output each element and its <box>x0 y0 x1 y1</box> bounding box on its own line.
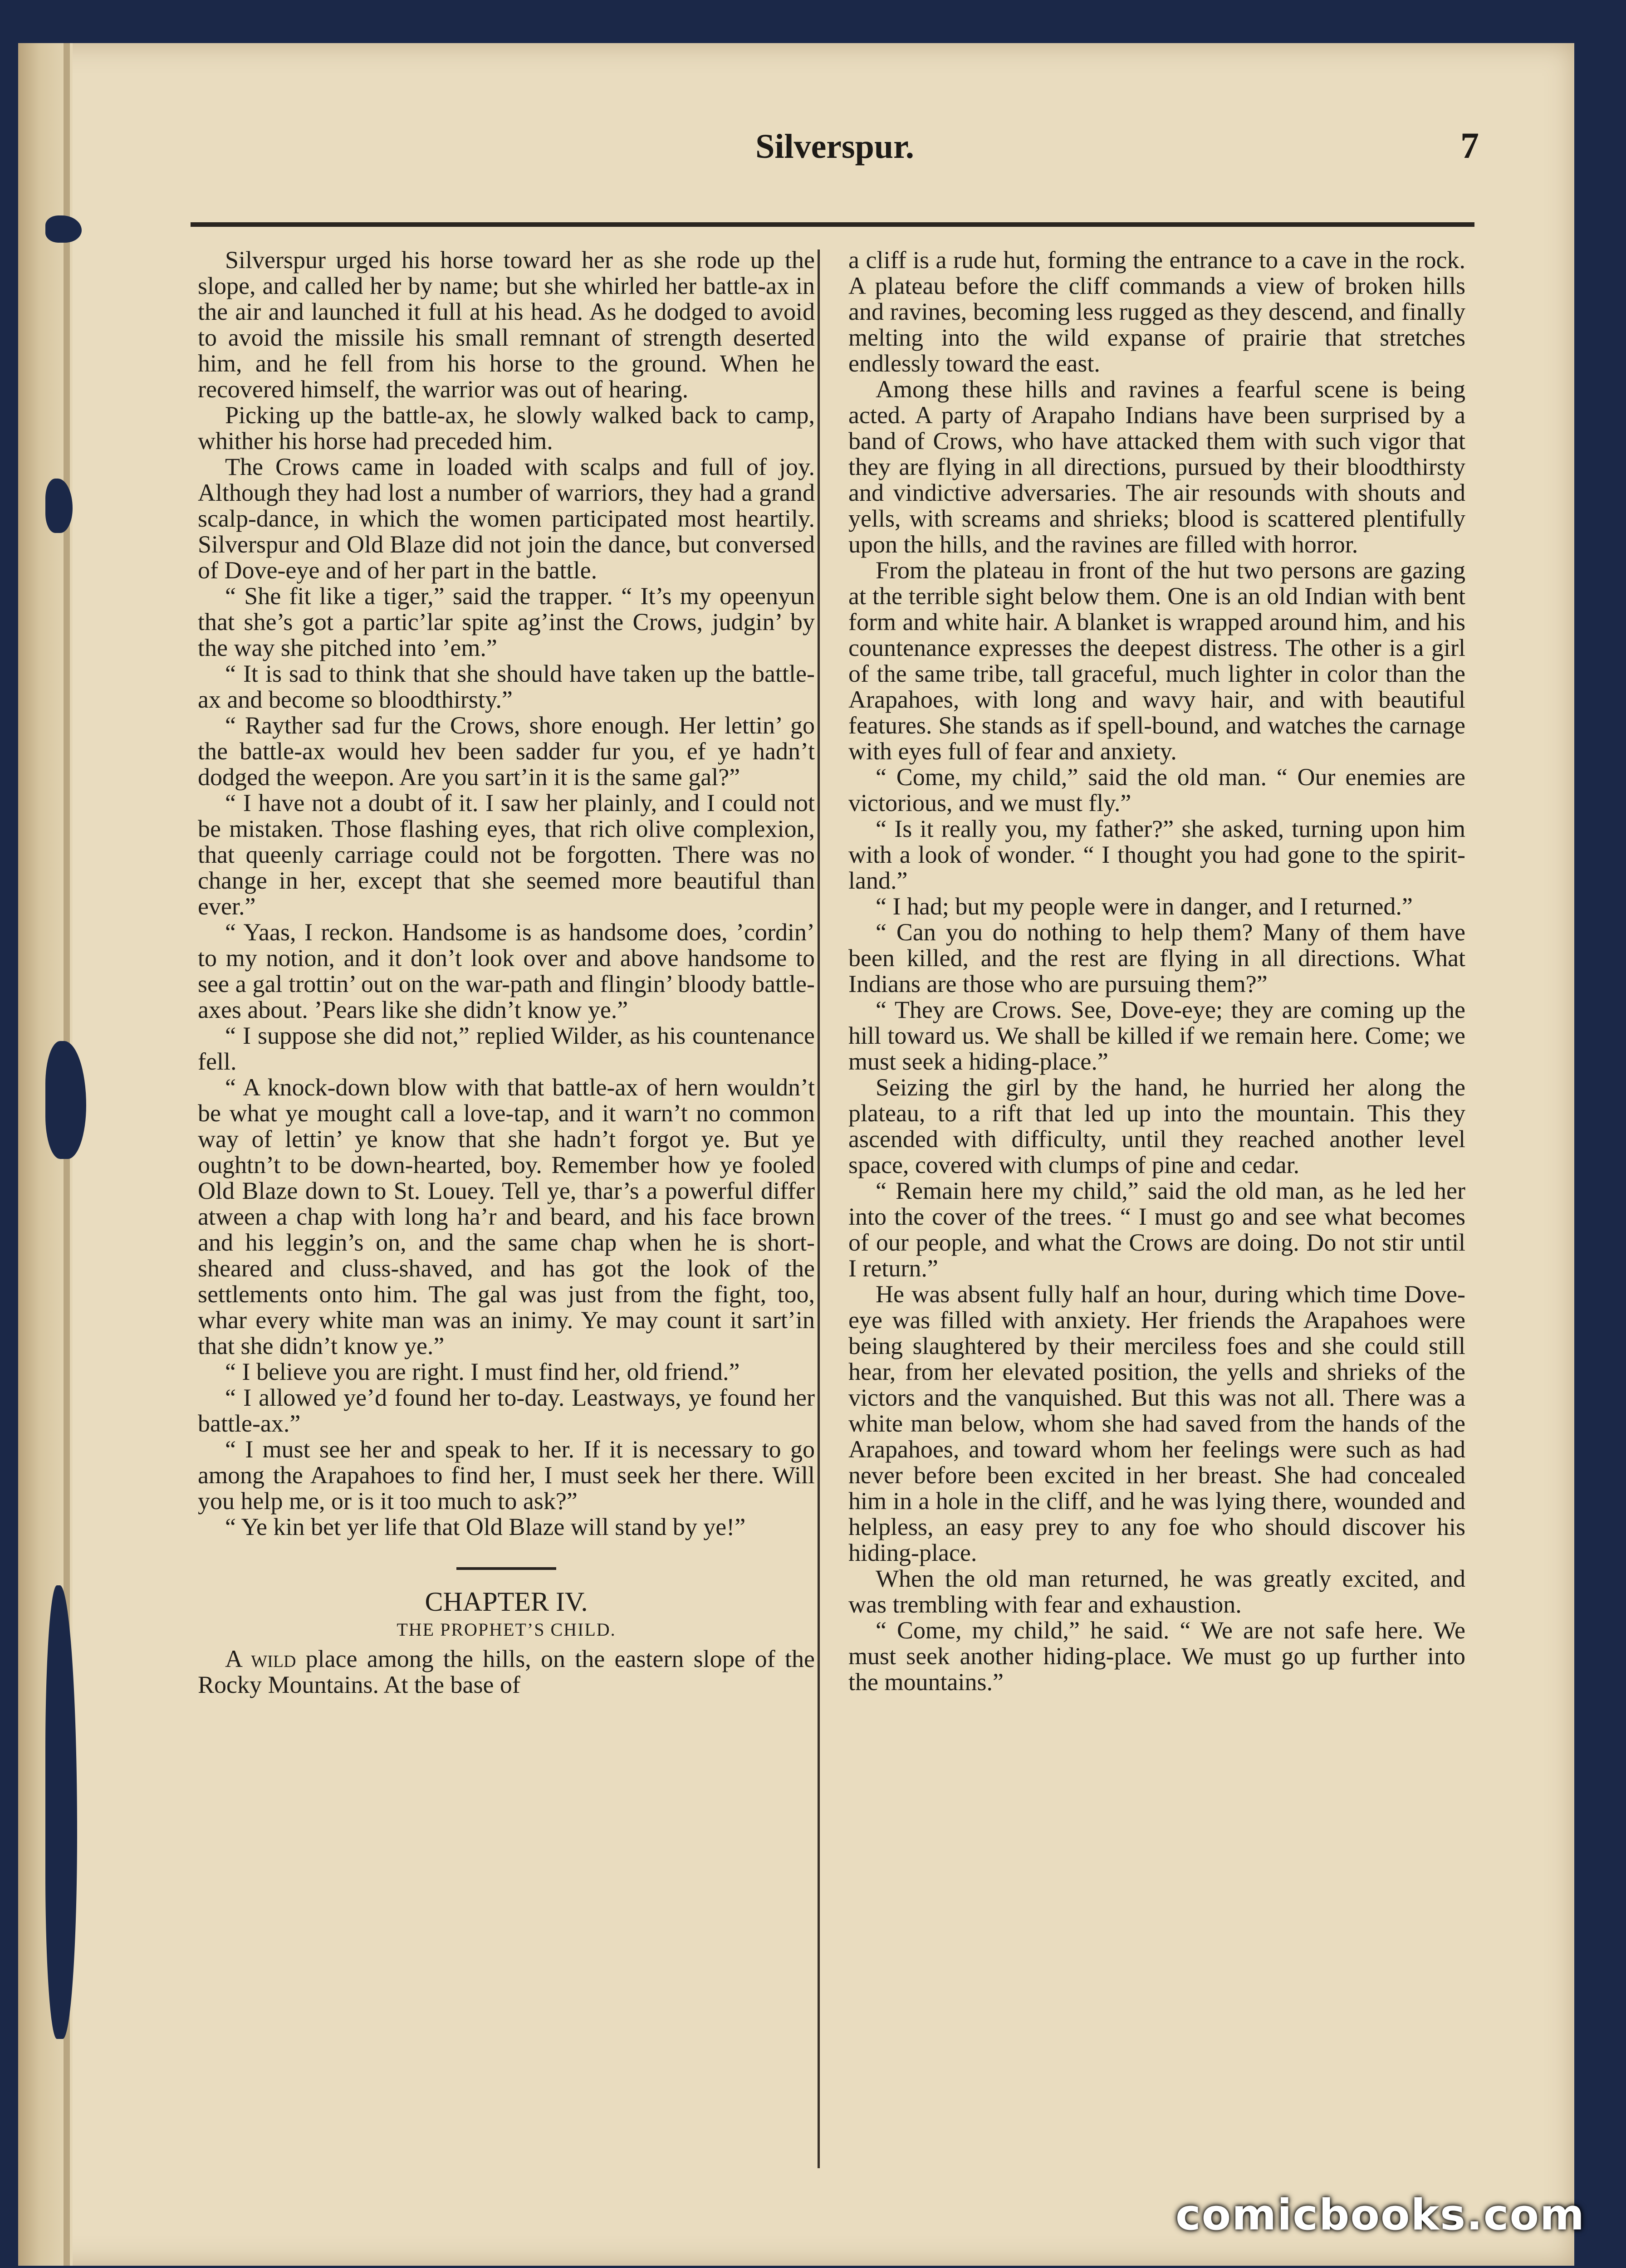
chapter-subtitle: THE PROPHET’S CHILD. <box>397 1619 616 1640</box>
paragraph: a cliff is a rude hut, forming the entrance to a cave in the rock. A plateau before the cliff commands a view of broken hills and ravines, becoming less rugged as they descend, and finally melting into the wild expanse of prairie that stretches endlessly toward the east. <box>848 246 1465 377</box>
chapter-rule <box>456 1567 556 1570</box>
chapter-title: CHAPTER IV. <box>425 1587 588 1617</box>
paragraph: “ Come, my child,” said the old man. “ Our enemies are victorious, and we must fly.” <box>848 763 1465 816</box>
header-rule <box>191 222 1474 227</box>
chapter-opening-word: A wild <box>225 1645 296 1672</box>
paragraph: “ Can you do nothing to help them? Many of them have been killed, and the rest are flying in all directions. What Indians are those who are pursuing them?” <box>848 919 1465 997</box>
page-number: 7 <box>1460 125 1479 166</box>
paragraph: “ She fit like a tiger,” said the trapper. “ It’s my opeenyun that she’s got a partic’lar spite ag’inst the Crows, judgin’ by the way she pitched into ’em.” <box>198 582 815 661</box>
paragraph: “ I must see her and speak to her. If it is necessary to go among the Arapahoes to find her, I must seek her there. Will you help me, or is it too much to ask?” <box>198 1436 815 1515</box>
column-divider <box>818 249 820 2168</box>
paragraph: Among these hills and ravines a fearful scene is being acted. A party of Arapaho Indians have been surprised by a band of Crows, who have attacked them with such vigor that they are flying in all directions, pursued by their bloodthirsty and vindictive adversaries. The air resounds with shouts and yells, with screams and shrieks; blood is scattered plentifully upon the hills, and the ravines are filled with horror. <box>848 376 1465 558</box>
paragraph: “ Rayther sad fur the Crows, shore enough. Her lettin’ go the battle-ax would hev been sadder fur you, ef ye hadn’t dodged the weepon. Are you sart’in it is the same gal?” <box>198 712 815 791</box>
paragraph: Picking up the battle-ax, he slowly walked back to camp, whither his horse had preceded him. <box>198 401 815 455</box>
paragraph: Silverspur urged his horse toward her as she rode up the slope, and called her by name; but she whirled her battle-ax in the air and launched it full at his head. As he dodged to avoid to avoid the missile his small remnant of strength deserted him, and he fell from his horse to the ground. When he recovered himself, the warrior was out of hearing. <box>198 246 815 403</box>
watermark: comicbooks.com <box>1175 2190 1585 2240</box>
paragraph: “ I have not a doubt of it. I saw her plainly, and I could not be mistaken. Those flashing eyes, that rich olive complexion, that queenly carriage could not be forgotten. There was no change in her, except that she seemed more beautiful than ever.” <box>198 789 815 920</box>
chapter-opening-text: place among the hills, on the eastern slope of the Rocky Mountains. At the base of <box>198 1645 815 1698</box>
paragraph: Seizing the girl by the hand, he hurried her along the plateau, to a rift that led up into the mountain. This they ascended with difficulty, until they reached another level space, covered with clumps of pine and cedar. <box>848 1074 1465 1178</box>
paragraph: “ I suppose she did not,” replied Wilder, as his countenance fell. <box>198 1022 815 1075</box>
paragraph: “ I believe you are right. I must find her, old friend.” <box>225 1358 740 1385</box>
paragraph: The Crows came in loaded with scalps and full of joy. Although they had lost a number of warriors, they had a grand scalp-dance, in which the women participated most heartily. Silverspur and Old Blaze did not join the dance, but conversed of Dove-eye and of her part in the battle. <box>198 453 815 584</box>
paragraph: “ Is it really you, my father?” she asked, turning upon him with a look of wonder. “ I thought you had gone to the spirit-land.” <box>848 815 1465 894</box>
paragraph: “ Yaas, I reckon. Handsome is as handsome does, ’cordin’ to my notion, and it don’t look over and above handsome to see a gal trottin’ out on the war-path and flingin’ bloody battle-axes about. ’Pears like she didn’t know ye.” <box>198 919 815 1023</box>
left-column <box>198 247 815 1698</box>
right-column <box>848 247 1465 1695</box>
torn-edge-mark <box>45 1041 86 1159</box>
paragraph: “ I had; but my people were in danger, and I returned.” <box>876 893 1413 920</box>
running-title: Silverspur. <box>755 127 914 166</box>
paragraph: He was absent fully half an hour, during which time Dove-eye was filled with anxiety. Her friends the Arapahoes were being slaughtered by their merciless foes and she could still hear, from her elevated position, the yells and shrieks of the victors and the vanquished. But this was not all. There was a white man below, whom she had saved from the hands of the Arapahoes, and toward whom her feelings were such as had never before been excited in her breast. She had concealed him in a hole in the cliff, and he was lying there, wounded and helpless, an easy prey to any foe who should discover his hiding-place. <box>848 1281 1465 1566</box>
paragraph: “ Come, my child,” he said. “ We are not safe here. We must seek another hiding-place. We must go up further into the mountains.” <box>848 1617 1465 1696</box>
torn-edge-mark <box>45 215 82 243</box>
paragraph: “ They are Crows. See, Dove-eye; they are coming up the hill toward us. We shall be killed if we remain here. Come; we must seek a hiding-place.” <box>848 996 1465 1075</box>
page-header <box>191 113 1479 177</box>
paragraph: “ Ye kin bet yer life that Old Blaze will stand by ye!” <box>225 1513 746 1540</box>
chapter-opening-paragraph <box>198 1646 815 1698</box>
paragraph: “ I allowed ye’d found her to-day. Leastways, ye found her battle-ax.” <box>198 1384 815 1437</box>
paragraph: “ A knock-down blow with that battle-ax of hern wouldn’t be what ye mought call a love-tap, and it warn’t no common way of lettin’ ye know that she hadn’t forgot ye. But ye oughtn’t to be down-hearted, boy. Remember how ye fooled Old Blaze down to St. Louey. Tell ye, thar’s a powerful differ atween a chap with long ha’r and beard, and his face brown and his leggin’s on, and the same chap when he is short-sheared and cluss-shaved, and has got the look of the settlements onto him. The gal was just from the fight, too, whar every white man was an inimy. Ye may count it sart’in that she didn’t know ye.” <box>198 1074 815 1359</box>
paragraph: “ It is sad to think that she should have taken up the battle-ax and become so bloodthirsty.” <box>198 660 815 713</box>
paragraph: “ Remain here my child,” said the old man, as he led her into the cover of the trees. “ I must go and see what becomes of our people, and what the Crows are doing. Do not stir until I return.” <box>848 1177 1465 1282</box>
paragraph: From the plateau in front of the hut two persons are gazing at the terrible sight below them. One is an old Indian with bent form and white hair. A blanket is wrapped around him, and his countenance expresses the deepest distress. The other is a girl of the same tribe, tall graceful, much lighter in color than the Arapahoes, with long and wavy hair, and with beautiful features. She stands as if spell-bound, and watches the carnage with eyes full of fear and anxiety. <box>848 557 1465 765</box>
paragraph: When the old man returned, he was greatly excited, and was trembling with fear and exhaustion. <box>848 1565 1465 1618</box>
